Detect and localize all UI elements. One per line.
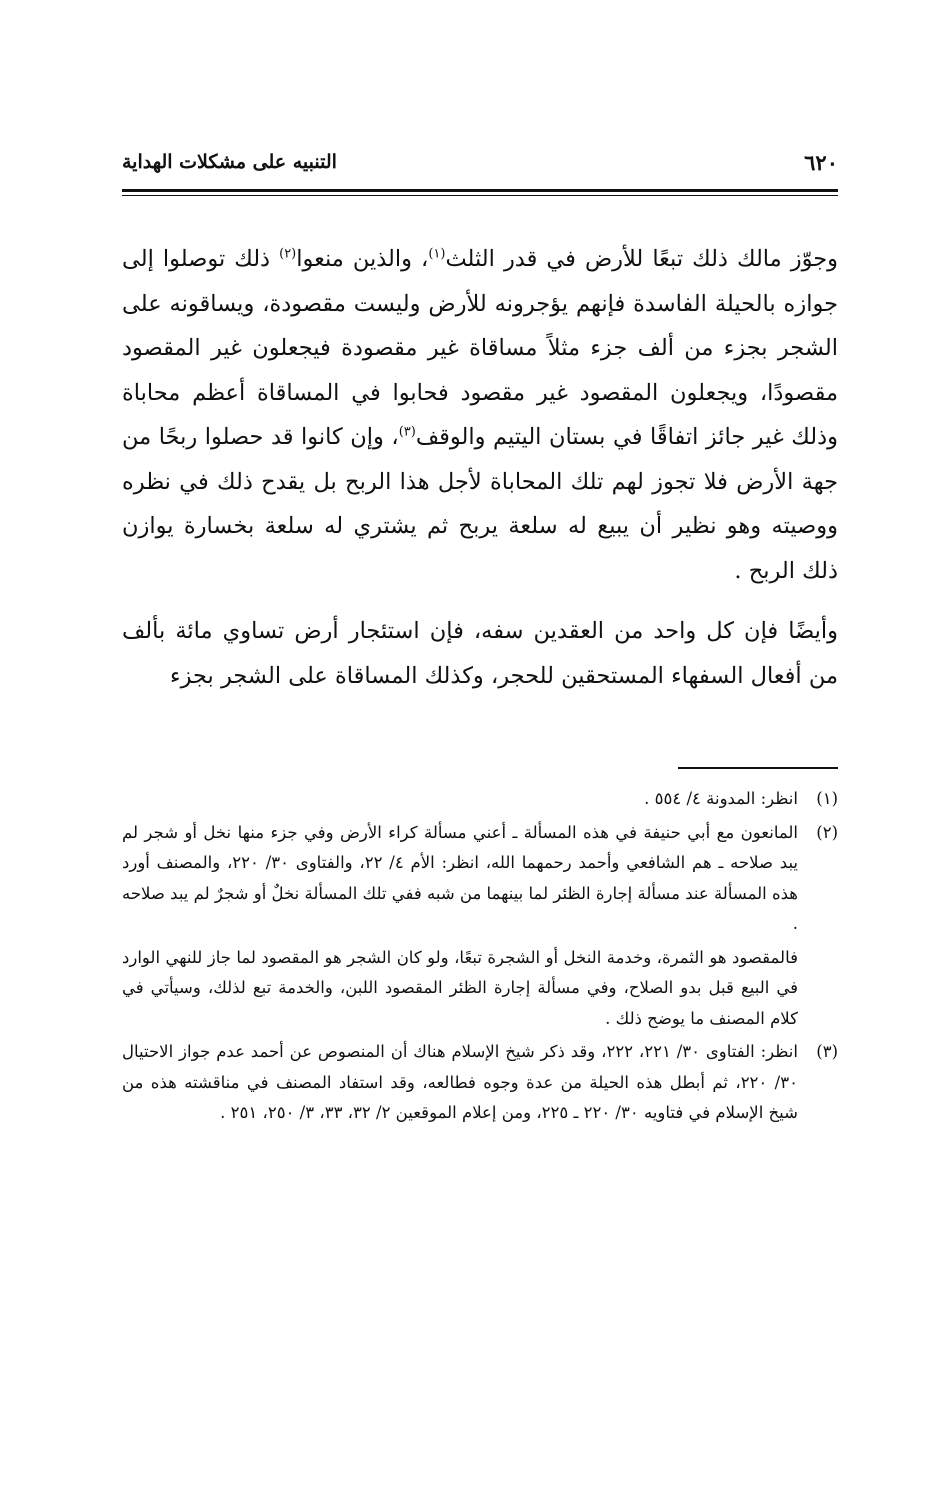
footnote-text: انظر: المدونة ٤/ ٥٥٤ . — [644, 789, 798, 808]
main-text — [122, 237, 838, 698]
paragraph-1-text-a: وجوّز مالك ذلك تبعًا للأرض في قدر الثلث — [445, 246, 839, 272]
footnote-3 — [122, 1037, 838, 1129]
footnote-ref-3: (٣) — [398, 424, 416, 440]
footnote-2-continuation: فالمقصود هو الثمرة، وخدمة النخل أو الشجرة تبعًا، ولو كان الشجر هو المقصود لما جاز للنهي الوارد في البيع قبل بدو الصلاح، وفي مسألة إجارة الظئر المقصود اللبن، والخدمة تبع لذلك، وسيأتي في كلام المصنف ما يوضح ذلك . — [122, 947, 798, 1028]
footnote-ref-1: (١) — [428, 246, 446, 262]
footnote-separator — [678, 767, 838, 769]
footnote-number: (١) — [816, 789, 838, 808]
footnote-2 — [122, 818, 838, 940]
paragraph-1-text-c: ذلك توصلوا إلى جوازه بالحيلة الفاسدة فإنهم يؤجرونه للأرض وليست مقصودة، ويساقونه على الشجر بجزء من ألف جزء مثلاً مساقاة غير مقصودة فيجعلون غير المقصود مقصودًا، ويجعلون المقصود غير مقصود فحابوا في المساقاة أعظم محاباة وذلك غير جائز اتفاقًا في بستان اليتيم والوقف — [122, 246, 838, 450]
page-number: ٦٢٠ — [804, 150, 838, 175]
book-page — [122, 0, 838, 1493]
paragraph-1-text-d: ، وإن كانوا قد حصلوا ربحًا من جهة الأرض فلا تجوز لهم تلك المحاباة لأجل هذا الربح بل يقدح ذلك في نظره ووصيته وهو نظير أن يبيع له سلعة يربح ثم يشتري له سلعة بخسارة يوازن ذلك الربح . — [122, 424, 838, 584]
paragraph-1 — [122, 237, 838, 593]
paragraph-1-text-b: ، والذين منعوا — [296, 246, 429, 272]
footnote-text: انظر: الفتاوى ٣٠/ ٢٢١، ٢٢٢، وقد ذكر شيخ الإسلام هناك أن المنصوص عن أحمد عدم جواز الاحتيال ٣٠/ ٢٢٠، ثم أبطل هذه الحيلة من عدة وجوه فطالعه، وقد استفاد المصنف في مناقشته هذه من شيخ الإسلام في فتاويه ٣٠/ ٢٢٠ ـ ٢٢٥، ومن إعلام الموقعين ٢/ ٣٢، ٣٣، ٣/ ٢٥٠، ٢٥١ . — [122, 1042, 798, 1122]
footnote-1 — [122, 784, 838, 815]
paragraph-2: وأيضًا فإن كل واحد من العقدين سفه، فإن استئجار أرض تساوي مائة بألف من أفعال السفهاء المستحقين للحجر، وكذلك المساقاة على الشجر بجزء — [122, 618, 838, 689]
footnotes — [122, 784, 838, 1132]
page-header — [122, 150, 838, 180]
footnote-number: (٢) — [816, 822, 838, 842]
running-title: التنبيه على مشكلات الهداية — [122, 151, 337, 173]
footnote-ref-2: (٢) — [279, 246, 297, 262]
footnote-number: (٣) — [816, 1042, 838, 1061]
header-rule — [122, 189, 838, 192]
footnote-text: المانعون مع أبي حنيفة في هذه المسألة ـ أعني مسألة كراء الأرض وفي جزء منها نخل أو شجر لم يبد صلاحه ـ هم الشافعي وأحمد رحمهما الله، انظر: الأم ٤/ ٢٢، والفتاوى ٣٠/ ٢٢٠، والمصنف أورد هذه المسألة عند مسألة إجارة الظئر لما بينهما من شبه ففي تلك المسألة نخلٌ أو شجرٌ لم يبد صلاحه . — [122, 822, 799, 933]
header-rule-thin — [122, 195, 838, 196]
